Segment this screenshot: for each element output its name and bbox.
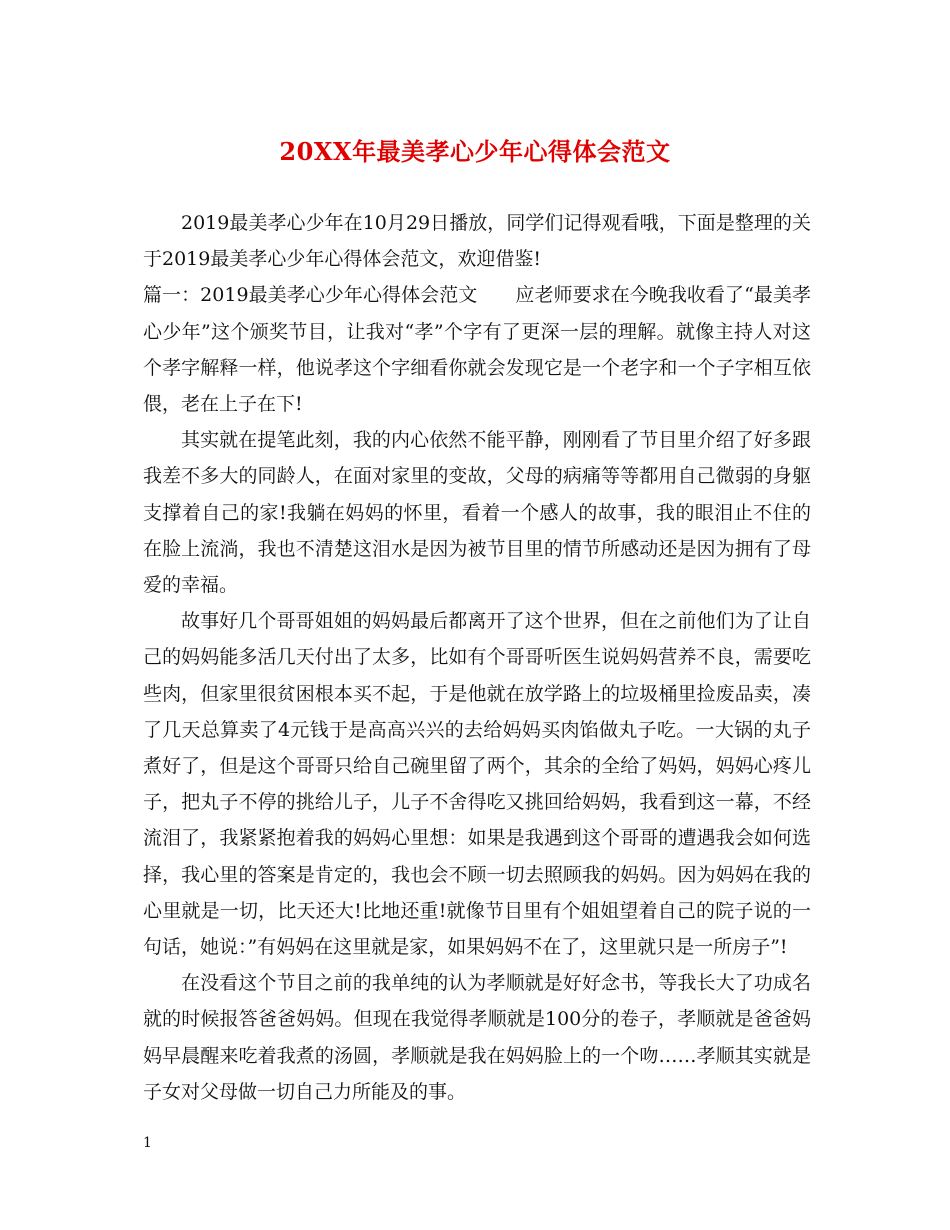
section-paragraph bbox=[143, 277, 811, 422]
section-heading: 篇一：2019最美孝心少年心得体会范文 bbox=[143, 284, 478, 307]
page-number: 1 bbox=[143, 1135, 152, 1151]
intro-paragraph: 2019最美孝心少年在10月29日播放，同学们记得观看哦，下面是整理的关于2019最美孝心少年心得体会范文，欢迎借鉴! bbox=[143, 212, 811, 271]
document-body bbox=[143, 205, 811, 1110]
document-title: 20XX年最美孝心少年心得体会范文 bbox=[279, 137, 671, 166]
body-paragraph-1: 其实就在提笔此刻，我的内心依然不能平静，刚刚看了节目里介绍了好多跟我差不多大的同龄人，在面对家里的变故，父母的病痛等等都用自己微弱的身躯支撑着自己的家!我躺在妈妈的怀里，看着一个感人的故事，我的眼泪止不住的在脸上流淌，我也不清楚这泪水是因为被节目里的情节所感动还是因为拥有了母爱的幸福。 bbox=[143, 429, 811, 597]
section-first-paragraph: 应老师要求在今晚我收看了“最美孝心少年”这个颁奖节目，让我对“孝”个字有了更深一层的理解。就像主持人对这个孝字解释一样，他说孝这个字细看你就会发现它是一个老字和一个子字相互依偎，老在上子在下! bbox=[143, 284, 812, 416]
body-paragraph-2: 故事好几个哥哥姐姐的妈妈最后都离开了这个世界，但在之前他们为了让自己的妈妈能多活几天付出了太多，比如有个哥哥听医生说妈妈营养不良，需要吃些肉，但家里很贫困根本买不起，于是他就在放学路上的垃圾桶里捡废品卖，凑了几天总算卖了4元钱于是高高兴兴的去给妈妈买肉馅做丸子吃。一大锅的丸子煮好了，但是这个哥哥只给自己碗里留了两个，其余的全给了妈妈，妈妈心疼儿子，把丸子不停的挑给儿子，儿子不舍得吃又挑回给妈妈，我看到这一幕，不经流泪了，我紧紧抱着我的妈妈心里想：如果是我遇到这个哥哥的遭遇我会如何选择，我心里的答案是肯定的，我也会不顾一切去照顾我的妈妈。因为妈妈在我的心里就是一切，比天还大!比地还重!就像节目里有个姐姐望着自己的院子说的一句话，她说：”有妈妈在这里就是家，如果妈妈不在了，这里就只是一所房子”! bbox=[143, 610, 811, 959]
body-paragraph-3: 在没看这个节目之前的我单纯的认为孝顺就是好好念书，等我长大了功成名就的时候报答爸爸妈妈。但现在我觉得孝顺就是100分的卷子，孝顺就是爸爸妈妈早晨醒来吃着我煮的汤圆，孝顺就是我在妈妈脸上的一个吻……孝顺其实就是子女对父母做一切自己力所能及的事。 bbox=[143, 972, 811, 1103]
